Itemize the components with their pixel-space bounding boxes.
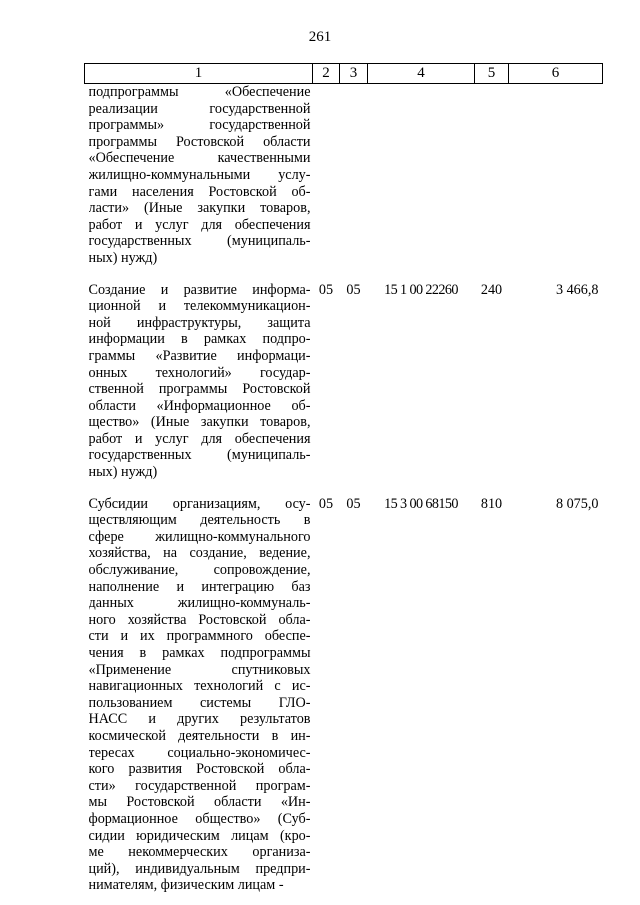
header-col-2: 2 xyxy=(313,64,340,84)
description-line: ственной программы Ростовской xyxy=(88,381,311,398)
description-line: ционной и телекоммуникацион- xyxy=(88,298,311,315)
description-line: щество» (Иные закупки товаров, xyxy=(88,414,311,431)
description-line: чения в рамках подпрограммы xyxy=(88,645,311,661)
description-line: области «Информационное об- xyxy=(88,397,311,414)
row-spacer-cell xyxy=(85,267,603,282)
description-line: программы Ростовской области xyxy=(88,133,311,150)
description-line: обслуживание, сопровождение, xyxy=(88,562,311,579)
row-expense-type xyxy=(475,84,509,267)
description-line: кого развития Ростовской обла- xyxy=(88,761,311,778)
description-line: информации в рамках подпро- xyxy=(88,331,311,348)
description-line: ного хозяйства Ростовской обла- xyxy=(88,611,311,628)
description-line: ных) нужд) xyxy=(88,249,158,266)
row-amount: 8 075,0 xyxy=(555,495,599,512)
header-col-4: 4 xyxy=(368,64,475,84)
description-line: космической деятельности в ин- xyxy=(88,727,311,744)
table-row xyxy=(85,84,603,267)
description-line: сидии юридическим лицам (кро- xyxy=(88,827,311,844)
description-line: подпрограммы «Обеспечение xyxy=(88,84,311,100)
row-amount: 3 466,8 xyxy=(555,281,599,298)
row-spacer xyxy=(85,481,603,496)
description-line: сти и их программного обеспе- xyxy=(88,628,311,645)
description-line: мы Ростовской области «Ин- xyxy=(88,794,311,811)
description-line: нимателям, физическим лицам - xyxy=(88,877,284,894)
description-line: государственных (муниципаль- xyxy=(88,447,311,464)
header-col-5: 5 xyxy=(475,64,509,84)
description-line: Создание и развитие информа- xyxy=(88,281,311,298)
description-line: ных) нужд) xyxy=(88,464,158,481)
row-section-code: 05 xyxy=(318,281,334,298)
description-line: ной инфраструктуры, защита xyxy=(88,314,311,331)
description-line: государственных (муниципаль- xyxy=(88,233,311,250)
budget-table xyxy=(84,63,603,894)
row-section-code: 05 xyxy=(318,495,334,512)
table-row xyxy=(85,496,603,894)
description-line: гами населения Ростовской об- xyxy=(88,183,311,200)
description-line: ме некоммерческих организа- xyxy=(88,844,311,861)
row-description xyxy=(85,84,313,267)
row-description xyxy=(85,282,313,481)
description-line: хозяйства, на создание, ведение, xyxy=(88,545,311,562)
row-expense-type: 240 xyxy=(480,281,503,298)
description-line: НАСС и других результатов xyxy=(88,711,311,728)
description-line: ществляющим деятельность в xyxy=(88,512,311,529)
description-line: ций), индивидуальным предпри- xyxy=(88,860,311,877)
row-subsection-code xyxy=(340,84,368,267)
row-amount xyxy=(509,84,603,267)
description-line: «Применение спутниковых xyxy=(88,661,311,678)
header-col-3: 3 xyxy=(340,64,368,84)
description-line: наполнение и интеграцию баз xyxy=(88,578,311,595)
description-line: сфере жилищно-коммунального xyxy=(88,528,311,545)
row-description xyxy=(85,496,313,894)
row-spacer xyxy=(85,267,603,282)
description-line: граммы «Развитие информаци- xyxy=(88,347,311,364)
description-line: онных технологий» государ- xyxy=(88,364,311,381)
row-section-code xyxy=(313,84,340,267)
description-line: Субсидии организациям, осу- xyxy=(88,495,311,512)
table-row xyxy=(85,282,603,481)
row-spacer-cell xyxy=(85,481,603,496)
row-subsection-code: 05 xyxy=(346,495,361,512)
description-line: жилищно-коммунальными услу- xyxy=(88,166,311,183)
description-line: ласти» (Иные закупки товаров, xyxy=(88,200,311,217)
row-target-article: 15 1 00 22260 xyxy=(384,281,458,298)
description-line: работ и услуг для обеспечения xyxy=(88,430,311,447)
description-line: формационное общество» (Суб- xyxy=(88,810,311,827)
description-line: данных жилищно-коммуналь- xyxy=(88,595,311,612)
description-line: сти» государственной програм- xyxy=(88,777,311,794)
page-number: 261 xyxy=(308,29,332,45)
description-line: тересах социально-экономичес- xyxy=(88,744,311,761)
description-line: программы» государственной xyxy=(88,117,311,134)
row-target-article: 15 3 00 68150 xyxy=(384,495,458,512)
table-body xyxy=(85,84,603,894)
header-col-6: 6 xyxy=(509,64,603,84)
description-line: работ и услуг для обеспечения xyxy=(88,216,311,233)
row-target-article xyxy=(368,84,475,267)
description-line: пользованием системы ГЛО- xyxy=(88,694,311,711)
header-col-1: 1 xyxy=(85,64,313,84)
row-subsection-code: 05 xyxy=(346,281,361,298)
description-line: навигационных технологий с ис- xyxy=(88,678,311,695)
description-line: реализации государственной xyxy=(88,100,311,117)
header-row xyxy=(85,64,603,84)
row-expense-type: 810 xyxy=(480,495,503,512)
description-line: «Обеспечение качественными xyxy=(88,150,311,167)
